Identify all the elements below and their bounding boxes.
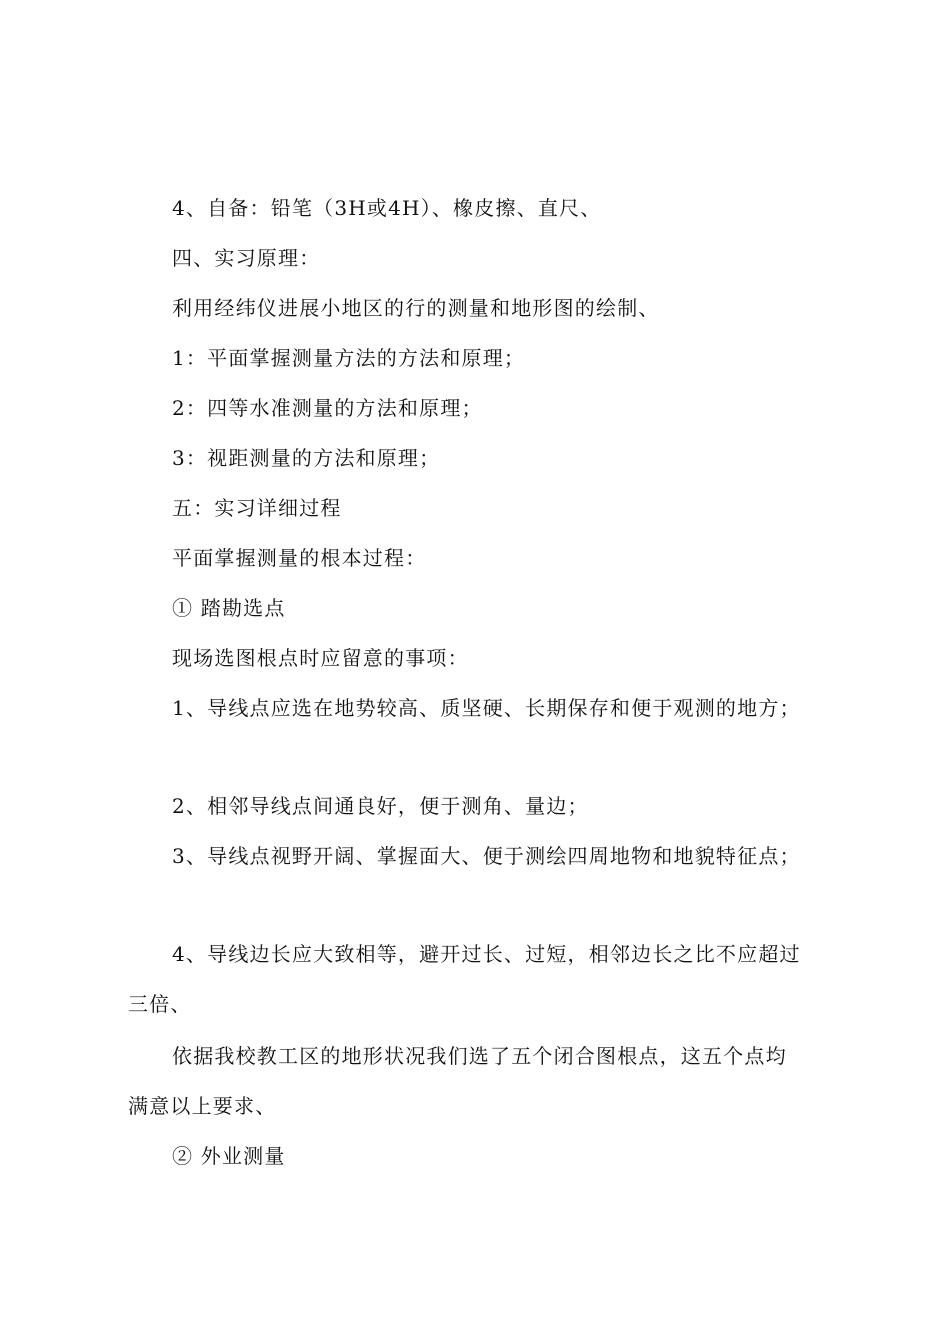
paragraph-4-line-1: 4、导线边长应大致相等，避开过长、过短，相邻边长之比不应超过 — [172, 942, 801, 966]
paragraph-5-line-2: 满意以上要求、 — [128, 1094, 277, 1118]
text-line-6: 3：视距测量的方法和原理； — [172, 446, 441, 470]
subsection-heading-1: ① 踏勘选点 — [172, 596, 286, 620]
text-line-11: 1、导线点应选在地势较高、质坚硬、长期保存和便于观测的地方； — [172, 696, 801, 720]
section-heading-4: 四、实习原理： — [172, 246, 321, 270]
text-line-12: 2、相邻导线点间通良好，便于测角、量边； — [172, 794, 589, 818]
text-line-8: 平面掌握测量的根本过程： — [172, 546, 427, 570]
paragraph-5-line-1: 依据我校教工区的地形状况我们选了五个闭合图根点，这五个点均 — [172, 1044, 787, 1068]
text-line-5: 2：四等水准测量的方法和原理； — [172, 396, 483, 420]
text-line-10: 现场选图根点时应留意的事项： — [172, 646, 469, 670]
text-line-13: 3、导线点视野开阔、掌握面大、便于测绘四周地物和地貌特征点； — [172, 844, 801, 868]
paragraph-4-line-2: 三倍、 — [128, 992, 192, 1016]
text-line-3: 利用经纬仪进展小地区的行的测量和地形图的绘制、 — [172, 296, 660, 320]
text-line-4: 1：平面掌握测量方法的方法和原理； — [172, 346, 526, 370]
text-line-1: 4、自备：铅笔（3H或4H）、橡皮擦、直尺、 — [172, 196, 602, 220]
subsection-heading-2: ② 外业测量 — [172, 1144, 286, 1168]
section-heading-5: 五：实习详细过程 — [172, 496, 342, 520]
